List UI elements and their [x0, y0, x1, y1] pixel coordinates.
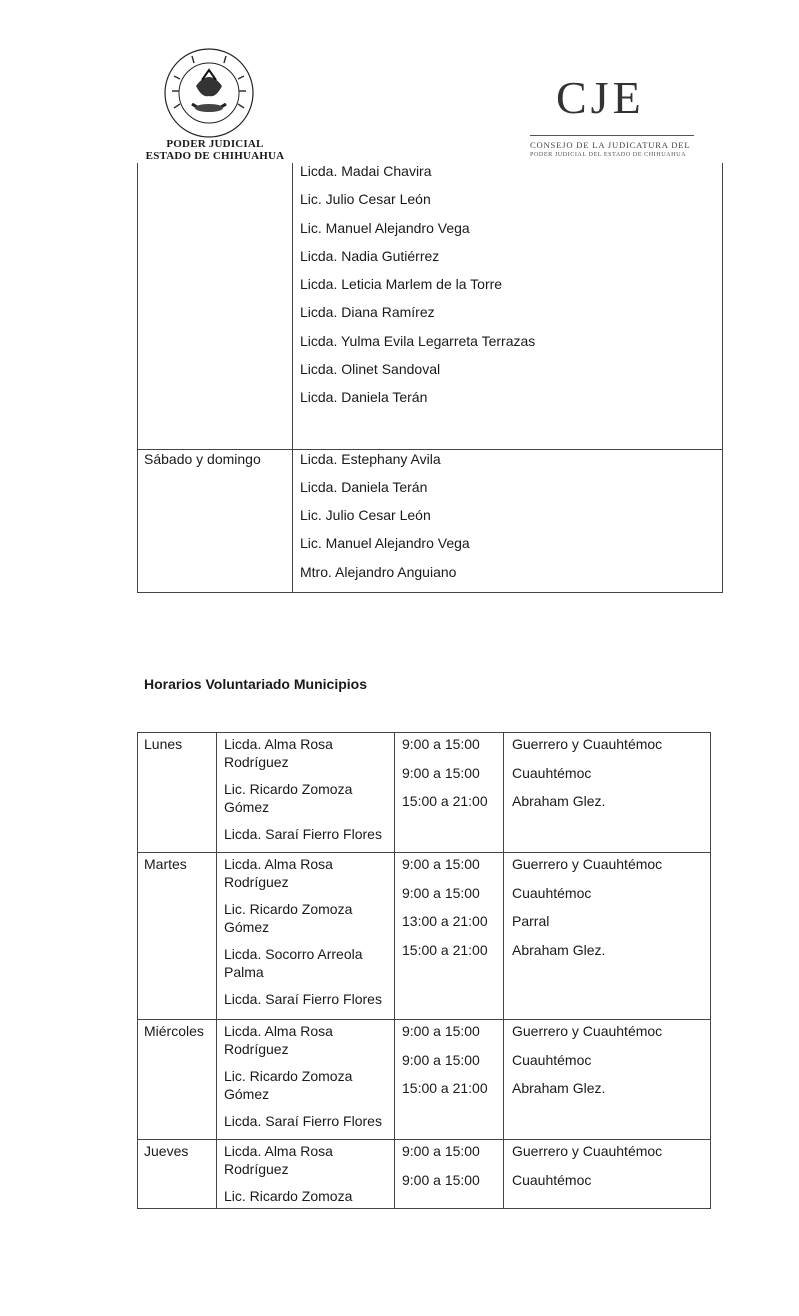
- list-item: Licda. Daniela Terán: [300, 389, 428, 406]
- list-item: Lic. Manuel Alejandro Vega: [300, 535, 470, 552]
- list-item: 9:00 a 15:00: [402, 736, 480, 752]
- day-cell: Miércoles: [138, 1020, 217, 1140]
- list-item: Abraham Glez.: [512, 1080, 606, 1096]
- places-cell: [504, 1020, 711, 1140]
- list-item: Licda. Leticia Marlem de la Torre: [300, 276, 503, 293]
- list-item: Cuauhtémoc: [512, 1171, 592, 1188]
- list-item: 15:00 a 21:00: [402, 1080, 488, 1096]
- list-item: Licda. Saraí Fierro Flores: [224, 826, 382, 842]
- places-cell: [504, 853, 711, 1020]
- names-cell: [293, 449, 723, 592]
- day-cell: Jueves: [138, 1140, 217, 1209]
- list-item: Licda. Estephany Avila: [300, 450, 441, 467]
- list-item: Licda. Saraí Fierro Flores: [224, 1113, 382, 1129]
- names-cell: [217, 733, 395, 853]
- day-cell: Lunes: [138, 733, 217, 853]
- logo-divider: [530, 135, 694, 136]
- list-item: Licda. Yulma Evila Legarreta Terrazas: [300, 332, 536, 349]
- list-item: Mtro. Alejandro Anguiano: [300, 563, 457, 580]
- list-item: Lic. Julio Cesar León: [300, 191, 431, 208]
- table-row: [138, 853, 711, 1020]
- volunteer-schedule-table: [137, 163, 723, 593]
- day-label: Sábado y domingo: [144, 450, 261, 467]
- list-item: Parral: [512, 913, 550, 929]
- list-item: Licda. Socorro Arreola Palma: [224, 946, 363, 980]
- table-row: [138, 449, 723, 592]
- list-item: Lic. Ricardo Zomoza Gómez: [224, 781, 353, 815]
- list-item: 15:00 a 21:00: [402, 941, 488, 958]
- day-cell: [138, 449, 293, 592]
- list-item: Licda. Saraí Fierro Flores: [224, 991, 382, 1007]
- list-item: Licda. Olinet Sandoval: [300, 361, 441, 378]
- list-item: Licda. Daniela Terán: [300, 478, 428, 495]
- names-cell: [217, 1140, 395, 1209]
- list-item: Lic. Ricardo Zomoza Gómez: [224, 1068, 353, 1102]
- list-item: Licda. Alma Rosa Rodríguez: [224, 736, 333, 770]
- names-cell: [217, 1020, 395, 1140]
- places-cell: [504, 733, 711, 853]
- logo-subtitle-2: PODER JUDICIAL DEL ESTADO DE CHIHUAHUA: [530, 151, 687, 158]
- list-item: Guerrero y Cuauhtémoc: [512, 856, 663, 872]
- day-cell: Martes: [138, 853, 217, 1020]
- list-item: 9:00 a 15:00: [402, 1143, 480, 1159]
- list-item: Licda. Alma Rosa Rodríguez: [224, 1023, 333, 1057]
- hours-cell: [395, 853, 504, 1020]
- list-item: Abraham Glez.: [512, 793, 606, 809]
- logo-subtitle-1: CONSEJO DE LA JUDICATURA DEL: [530, 140, 691, 150]
- header-line-2: ESTADO DE CHIHUAHUA: [145, 150, 285, 162]
- list-item: Guerrero y Cuauhtémoc: [512, 736, 663, 752]
- table-row: [138, 1020, 711, 1140]
- poder-judicial-label: [140, 138, 290, 162]
- names-cell: [217, 853, 395, 1020]
- list-item: Licda. Nadia Gutiérrez: [300, 247, 440, 264]
- list-item: 9:00 a 15:00: [402, 856, 480, 872]
- list-item: Lic. Julio Cesar León: [300, 507, 431, 524]
- list-item: Licda. Alma Rosa Rodríguez: [224, 1143, 333, 1177]
- day-cell: [138, 163, 293, 449]
- municipal-schedule-table: [137, 732, 711, 1209]
- list-item: Guerrero y Cuauhtémoc: [512, 1023, 663, 1039]
- list-item: Abraham Glez.: [512, 941, 606, 958]
- list-item: Licda. Madai Chavira: [300, 163, 432, 179]
- table-row: [138, 1140, 711, 1209]
- list-item: Lic. Manuel Alejandro Vega: [300, 219, 470, 236]
- header-line-1: PODER JUDICIAL: [166, 138, 264, 150]
- hours-cell: [395, 1020, 504, 1140]
- list-item: 9:00 a 15:00: [402, 1023, 480, 1039]
- places-cell: [504, 1140, 711, 1209]
- list-item: 9:00 a 15:00: [402, 884, 480, 901]
- cje-logo: CJE: [556, 72, 645, 123]
- list-item: Cuauhtémoc: [512, 764, 592, 781]
- names-cell: [293, 163, 723, 449]
- hours-cell: [395, 733, 504, 853]
- table-row: [138, 163, 723, 449]
- hours-cell: [395, 1140, 504, 1209]
- list-item: 9:00 a 15:00: [402, 1051, 480, 1068]
- list-item: 13:00 a 21:00: [402, 913, 488, 929]
- list-item: Lic. Ricardo Zomoza: [224, 1188, 353, 1204]
- list-item: 15:00 a 21:00: [402, 793, 488, 809]
- coat-of-arms-seal-icon: [162, 46, 256, 140]
- list-item: Cuauhtémoc: [512, 884, 592, 901]
- list-item: Licda. Alma Rosa Rodríguez: [224, 856, 333, 890]
- list-item: Lic. Ricardo Zomoza Gómez: [224, 901, 353, 935]
- list-item: 9:00 a 15:00: [402, 1171, 480, 1188]
- section-title: Horarios Voluntariado Municipios: [144, 676, 367, 692]
- list-item: Guerrero y Cuauhtémoc: [512, 1143, 663, 1159]
- list-item: Cuauhtémoc: [512, 1051, 592, 1068]
- table-row: [138, 733, 711, 853]
- list-item: Licda. Diana Ramírez: [300, 304, 435, 321]
- list-item: 9:00 a 15:00: [402, 764, 480, 781]
